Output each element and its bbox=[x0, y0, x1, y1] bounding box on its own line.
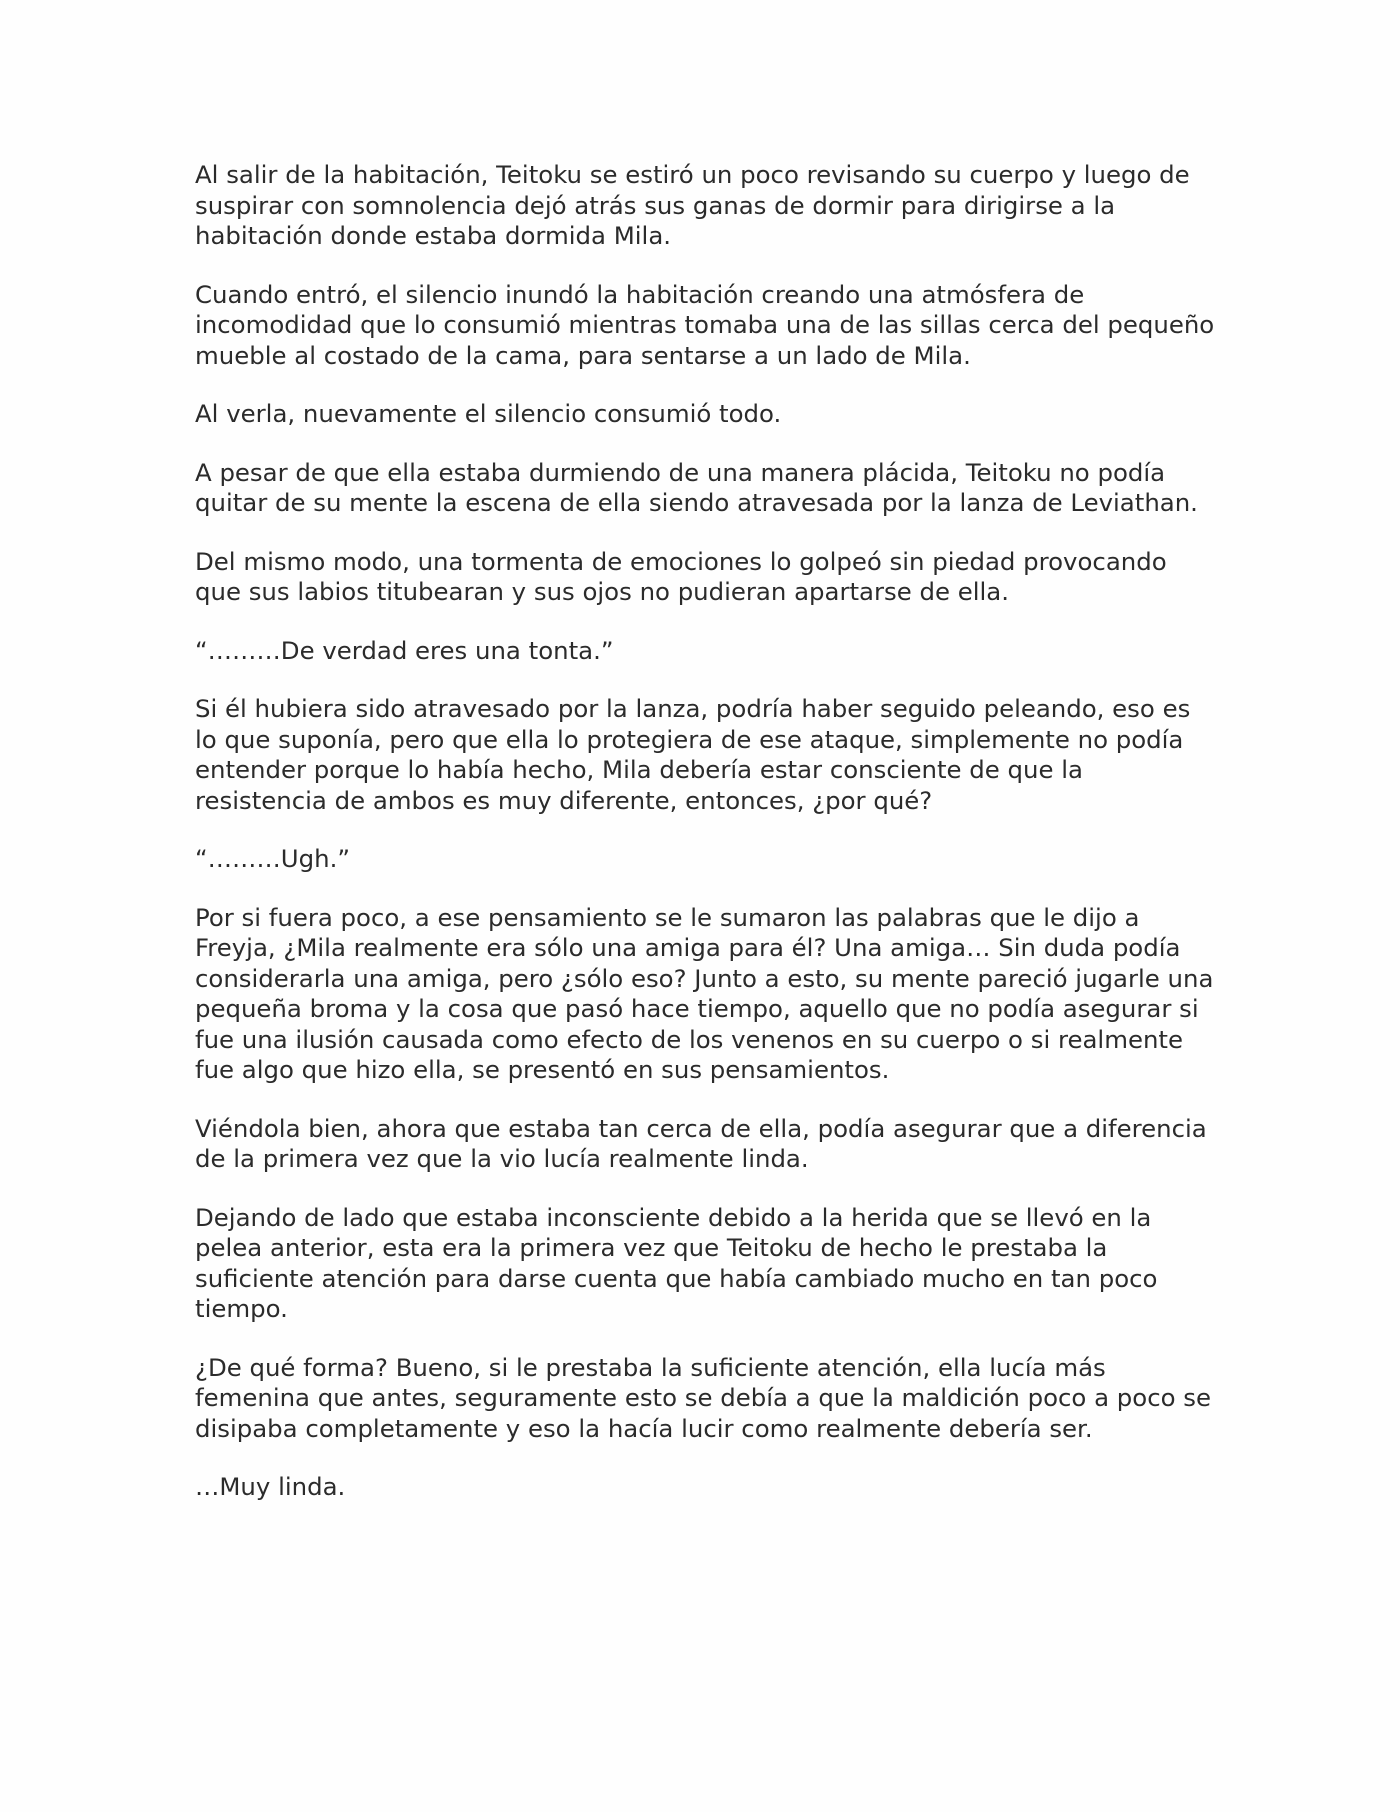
paragraph: Del mismo modo, una tormenta de emociones lo golpeó sin piedad provocando que sus labios titubearan y sus ojos no pudieran apartarse de ella. bbox=[195, 546, 1167, 606]
dialogue-line: “………Ugh.” bbox=[195, 844, 350, 873]
paragraph: Cuando entró, el silencio inundó la habitación creando una atmósfera de incomodidad que lo consumió mientras tomaba una de las sillas cerca del pequeño mueble al costado de la cama, para sentarse a un lado de Mila. bbox=[195, 279, 1215, 370]
document-page bbox=[195, 160, 1215, 1531]
paragraph: Al verla, nuevamente el silencio consumió todo. bbox=[195, 399, 782, 428]
paragraph: ¿De qué forma? Bueno, si le prestaba la suficiente atención, ella lucía más femenina que antes, seguramente esto se debía a que la maldición poco a poco se disipaba completamente y eso la hacía lucir como realmente debería ser. bbox=[195, 1352, 1212, 1443]
paragraph: Por si fuera poco, a ese pensamiento se le sumaron las palabras que le dijo a Freyja, ¿Mila realmente era sólo una amiga para él? Una amiga… Sin duda podía considerarla una amiga, pero ¿sólo eso? Junto a esto, su mente pareció jugarle una pequeña broma y la cosa que pasó hace tiempo, aquello que no podía asegurar si fue una ilusión causada como efecto de los venenos en su cuerpo o si realmente fue algo que hizo ella, se presentó en sus pensamientos. bbox=[195, 902, 1214, 1084]
paragraph: Viéndola bien, ahora que estaba tan cerca de ella, podía asegurar que a diferencia de la primera vez que la vio lucía realmente linda. bbox=[195, 1113, 1207, 1173]
paragraph: Dejando de lado que estaba inconsciente debido a la herida que se llevó en la pelea anterior, esta era la primera vez que Teitoku de hecho le prestaba la suficiente atención para darse cuenta que había cambiado mucho en tan poco tiempo. bbox=[195, 1202, 1158, 1323]
paragraph: Si él hubiera sido atravesado por la lanza, podría haber seguido peleando, eso es lo que suponía, pero que ella lo protegiera de ese ataque, simplemente no podía entender porque lo había hecho, Mila debería estar consciente de que la resistencia de ambos es muy diferente, entonces, ¿por qué? bbox=[195, 694, 1191, 815]
dialogue-line: “………De verdad eres una tonta.” bbox=[195, 635, 614, 665]
closing-line: …Muy linda. bbox=[195, 1472, 346, 1501]
paragraph: Al salir de la habitación, Teitoku se estiró un poco revisando su cuerpo y luego de suspirar con somnolencia dejó atrás sus ganas de dormir para dirigirse a la habitación donde estaba dormida Mila. bbox=[195, 160, 1190, 250]
paragraph: A pesar de que ella estaba durmiendo de una manera plácida, Teitoku no podía quitar de su mente la escena de ella siendo atravesada por la lanza de Leviathan. bbox=[195, 457, 1198, 517]
